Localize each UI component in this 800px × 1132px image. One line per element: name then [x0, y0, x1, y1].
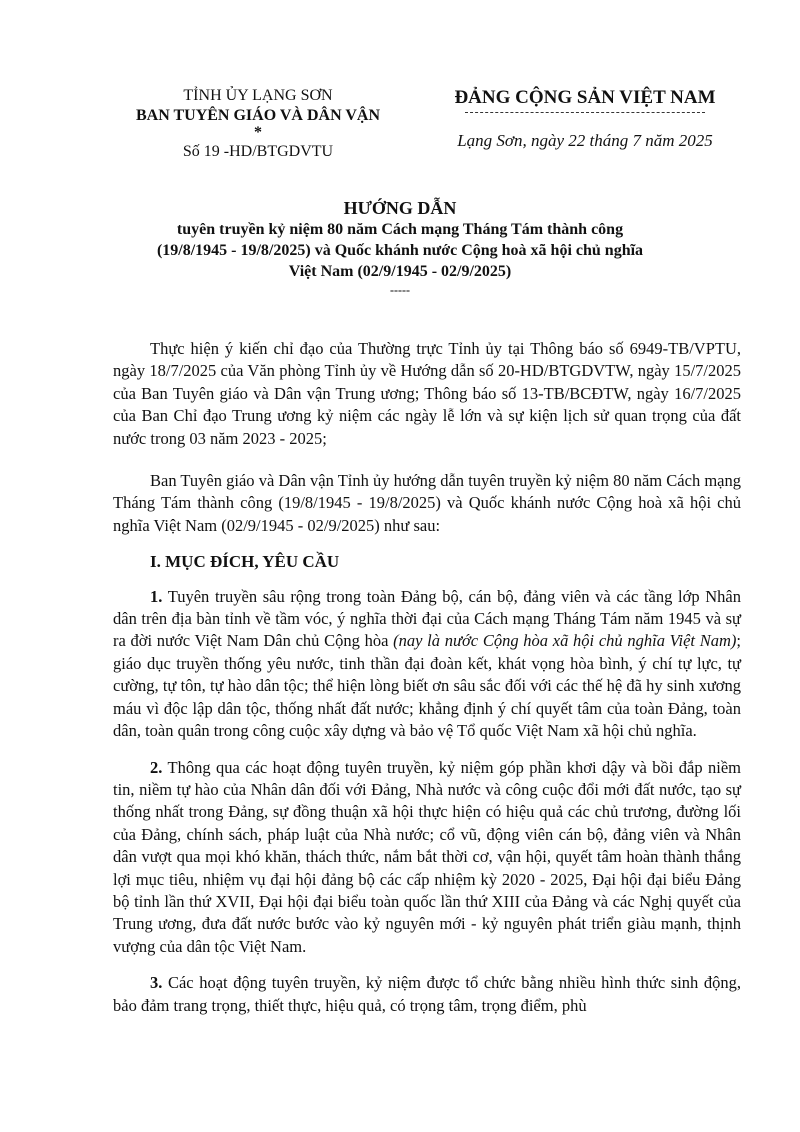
item-1-text-b: ; giáo dục truyền thống yêu nước, tinh thần đại đoàn kết, khát vọng hòa bình, ý chí tự lực, tự cường, tự tôn, tự hào dân tộc; thể hiện lòng biết ơn sâu sắc đối với các thế hệ đã hy sinh xương máu vì độc lập dân tộc, thống nhất đất nước; khẳng định ý chí quyết tâm của toàn Đảng, toàn dân, toàn quân trong công cuộc xây dựng và bảo vệ Tổ quốc Việt Nam xã hội chủ nghĩa. — [113, 631, 741, 741]
party-name: ĐẢNG CỘNG SẢN VIỆT NAM — [454, 87, 716, 108]
party-name-underline — [465, 112, 705, 113]
list-item-3 — [113, 972, 741, 1017]
list-item-2 — [113, 757, 741, 959]
document-date: Lạng Sơn, ngày 22 tháng 7 năm 2025 — [457, 131, 713, 150]
issuing-organization-block — [108, 86, 408, 162]
item-2-number: 2. — [150, 757, 163, 777]
item-1-text-a: Tuyên truyền sâu rộng trong toàn Đảng bộ, cán bộ, đảng viên và các tầng lớp Nhân dân trên địa bàn tỉnh về tầm vóc, ý nghĩa thời đại của Cách mạng Tháng Tám năm 1945 và sự ra đời nước Việt Nam Dân chủ Cộng hòa — [113, 586, 741, 651]
provincial-committee-name: TỈNH ỦY LẠNG SƠN — [183, 87, 333, 104]
document-title-block — [120, 197, 680, 296]
document-type-heading: HƯỚNG DẪN — [343, 198, 457, 218]
item-1-number: 1. — [150, 586, 163, 606]
item-3-text: Các hoạt động tuyên truyền, kỷ niệm được tổ chức bằng nhiều hình thức sinh động, bảo đảm trang trọng, thiết thực, hiệu quả, có trọng tâm, trọng điểm, phù — [113, 973, 741, 1015]
party-header-block — [430, 86, 740, 151]
title-line-2: (19/8/1945 - 19/8/2025) và Quốc khánh nước Cộng hoà xã hội chủ nghĩa — [156, 242, 644, 259]
title-line-3: Việt Nam (02/9/1945 - 02/9/2025) — [288, 263, 512, 280]
intro-paragraph: Thực hiện ý kiến chỉ đạo của Thường trực Tỉnh ủy tại Thông báo số 6949-TB/VPTU, ngày 18/7/2025 của Văn phòng Tỉnh ủy về Hướng dẫn số 20-HD/BTGDVTW, ngày 15/7/2025 của Ban Tuyên giáo và Dân vận Trung ương; Thông báo số 13-TB/BCĐTW, ngày 16/7/2025 của Ban Chỉ đạo Trung ương kỷ niệm các ngày lễ lớn và sự kiện lịch sử quan trọng của đất nước trong 03 năm 2023 - 2025; — [113, 339, 741, 448]
title-line-1: tuyên truyền kỷ niệm 80 năm Cách mạng Tháng Tám thành công — [176, 221, 624, 238]
item-3-number: 3. — [150, 973, 163, 993]
document-body — [113, 338, 741, 1017]
department-name: BAN TUYÊN GIÁO VÀ DÂN VẬN — [135, 107, 381, 124]
document-number: Số 19 -HD/BTGDVTU — [182, 143, 334, 160]
item-1-italic-note: (nay là nước Cộng hòa xã hội chủ nghĩa Việt Nam) — [393, 631, 737, 651]
title-separator: ----- — [390, 283, 410, 297]
header-star: * — [254, 124, 262, 141]
list-item-1 — [113, 586, 741, 743]
purpose-paragraph: Ban Tuyên giáo và Dân vận Tỉnh ủy hướng dẫn tuyên truyền kỷ niệm 80 năm Cách mạng Tháng Tám thành công (19/8/1945 - 19/8/2025) và Quốc khánh nước Cộng hoà xã hội chủ nghĩa Việt Nam (02/9/1945 - 02/9/2025) như sau: — [113, 471, 741, 535]
section-heading-purpose: I. MỤC ĐÍCH, YÊU CẦU — [150, 552, 340, 572]
item-2-text: Thông qua các hoạt động tuyên truyền, kỷ niệm góp phần khơi dậy và bồi đắp niềm tin, niềm tự hào của Nhân dân đối với Đảng, Nhà nước và công cuộc đổi mới đất nước, tạo sự thống nhất trong Đảng, sự đồng thuận xã hội thực hiện có hiệu quả các chủ trương, đường lối của Đảng, chính sách, pháp luật của Nhà nước; cổ vũ, động viên cán bộ, đảng viên và Nhân dân vượt qua mọi khó khăn, thách thức, nắm bắt thời cơ, vận hội, quyết tâm hoàn thành thắng lợi mục tiêu, nhiệm vụ đại hội đảng bộ các cấp nhiệm kỳ 2020 - 2025, Đại hội đại biểu Đảng bộ tỉnh lần thứ XVII, Đại hội đại biểu toàn quốc lần thứ XIII của Đảng và các Nghị quyết của Trung ương, đưa đất nước bước vào kỷ nguyên mới - kỷ nguyên phát triển giàu mạnh, thịnh vượng của dân tộc Việt Nam. — [113, 757, 741, 956]
